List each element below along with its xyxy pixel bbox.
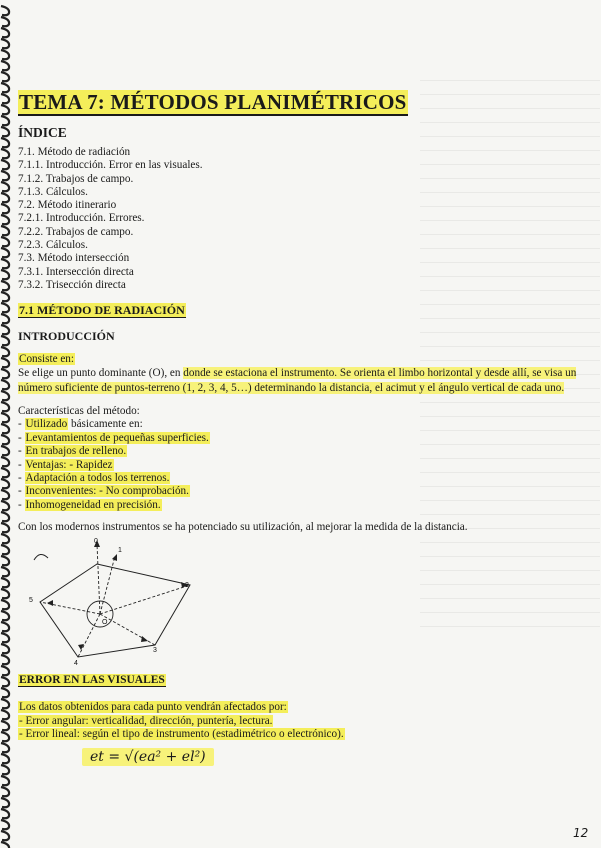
spiral-coil [1,424,9,433]
spiral-coil [1,39,9,48]
spiral-coil [1,666,9,675]
spiral-coil [1,688,9,697]
pencil-arc [34,554,48,560]
bleed-through-text [420,80,600,640]
spiral-coil [1,545,9,554]
toc-item: 7.1.2. Trabajos de campo. [18,172,134,185]
spiral-coil [1,17,9,26]
errors-intro: Los datos obtenidos para cada punto vendrán afectados por: [19,701,287,713]
feature-item: - Utilizado básicamente en: [18,418,143,431]
spiral-coil [1,611,9,620]
features-label: Características del método: [18,405,140,417]
spiral-coil [1,567,9,576]
spiral-coil [1,72,9,81]
point-label: 4 [74,660,78,667]
spiral-coil [1,369,9,378]
spiral-coil [1,116,9,125]
feature-item: - Adaptación a todos los terrenos. [18,472,170,485]
spiral-coil [1,501,9,510]
errors-list [18,701,345,742]
spiral-coil [1,292,9,301]
section-heading: 7.1 MÉTODO DE RADIACIÓN [19,303,185,317]
toc-item: 7.3. Método intersección [18,252,130,265]
spiral-coil [1,358,9,367]
center-label: O [102,619,108,626]
error-formula: et = √(ea² + el²) [82,748,214,766]
spiral-coil [1,270,9,279]
spiral-coil [1,490,9,499]
page-number: 12 [573,826,589,840]
toc-item: 7.1.1. Introducción. Error en las visuales. [18,159,203,172]
spiral-coil [1,6,9,15]
radiation-diagram [20,532,220,672]
spiral-coil [1,281,9,290]
feature-item: - Inconvenientes: - No comprobación. [18,485,189,498]
spiral-coil [1,347,9,356]
spiral-coil [1,677,9,686]
toc-item: 7.2.3. Cálculos. [18,239,88,252]
body-paragraph: Se elige un punto dominante (O), en donde se estaciona el instrumento. Se orienta el limbo horizontal y desde allí, se visa un número suficiente de puntos-terreno (1, 2, 3, 4, 5…) determinando la distancia, el acimut y el ángulo vertical de cada uno. [18,367,577,394]
feature-item: - Inhomogeneidad en precisión. [18,498,161,511]
spiral-coil [1,171,9,180]
spiral-coil [1,831,9,840]
spiral-coil [1,468,9,477]
toc-item: 7.1.3. Cálculos. [18,185,88,198]
spiral-coil [1,391,9,400]
spiral-coil [1,226,9,235]
feature-item: - Levantamientos de pequeñas superficies. [18,431,209,444]
spiral-coil [1,820,9,829]
feature-item: - En trabajos de relleno. [18,445,127,458]
spiral-coil [1,435,9,444]
point-label: 2 [185,582,189,589]
spiral-coil [1,336,9,345]
toc-item: 7.2.1. Introducción. Errores. [18,212,145,225]
spiral-coil [1,127,9,136]
spiral-coil [1,61,9,70]
spiral-coil [1,699,9,708]
spiral-coil [1,446,9,455]
sight-lines [40,544,190,657]
survey-polygon [40,564,190,657]
spiral-coil [1,413,9,422]
consiste-label: Consiste en: [19,353,75,365]
spiral-coil [1,556,9,565]
spiral-coil [1,842,9,848]
spiral-coil [1,160,9,169]
spiral-coil [1,83,9,92]
spiral-coil [1,523,9,532]
spiral-coil [1,237,9,246]
spiral-coil [1,457,9,466]
spiral-coil [1,578,9,587]
toc-item: 7.3.1. Intersección directa [18,265,134,278]
spiral-coil [1,732,9,741]
toc-item: 7.1. Método de radiación [18,146,131,158]
toc-item: 7.3.2. Trisección directa [18,278,126,291]
index-heading: ÍNDICE [18,125,67,140]
intro-heading: INTRODUCCIÓN [18,329,115,343]
spiral-coil [1,138,9,147]
spiral-coil [1,259,9,268]
spiral-coil [1,193,9,202]
arrowheads [47,540,188,650]
spiral-coil [1,182,9,191]
spiral-coil [1,787,9,796]
spiral-coil [1,325,9,334]
spiral-binding [0,0,14,848]
spiral-coil [1,479,9,488]
spiral-coil [1,721,9,730]
spiral-coil [1,534,9,543]
spiral-coil [1,765,9,774]
features-list [18,405,210,512]
spiral-coil [1,743,9,752]
spiral-coil [1,204,9,213]
spiral-coil [1,28,9,37]
error-item: - Error lineal: según el tipo de instrumento (estadimétrico o electrónico). [19,728,344,740]
spiral-coil [1,754,9,763]
point-label: 1 [118,547,122,554]
spiral-coil [1,248,9,257]
spiral-coil [1,655,9,664]
spiral-coil [1,105,9,114]
table-of-contents [18,146,203,292]
spiral-coil [1,303,9,312]
spiral-coil [1,776,9,785]
spiral-coil [1,512,9,521]
page-title: TEMA 7: MÉTODOS PLANIMÉTRICOS [19,90,407,114]
spiral-coil [1,149,9,158]
spiral-coil [1,50,9,59]
toc-item: 7.2. Método itinerario [18,199,117,212]
error-heading: ERROR EN LAS VISUALES [19,674,165,686]
feature-item: - Ventajas: - Rapidez [18,458,113,471]
spiral-coil [1,633,9,642]
point-label: 3 [153,647,157,654]
spiral-coil [1,402,9,411]
spiral-coil [1,314,9,323]
error-item: - Error angular: verticalidad, dirección, puntería, lectura. [19,714,273,727]
spiral-coil [1,809,9,818]
spiral-coil [1,710,9,719]
spiral-coil [1,589,9,598]
spiral-coil [1,94,9,103]
spiral-coil [1,622,9,631]
spiral-coil [1,798,9,807]
point-label: 0 [94,538,98,545]
spiral-coil [1,215,9,224]
spiral-coil [1,380,9,389]
point-label: 5 [29,597,33,604]
toc-item: 7.2.2. Trabajos de campo. [18,225,134,238]
spiral-coil [1,644,9,653]
spiral-coil [1,600,9,609]
modern-note: Con los modernos instrumentos se ha potenciado su utilización, al mejorar la medida de la distancia. [18,521,468,533]
